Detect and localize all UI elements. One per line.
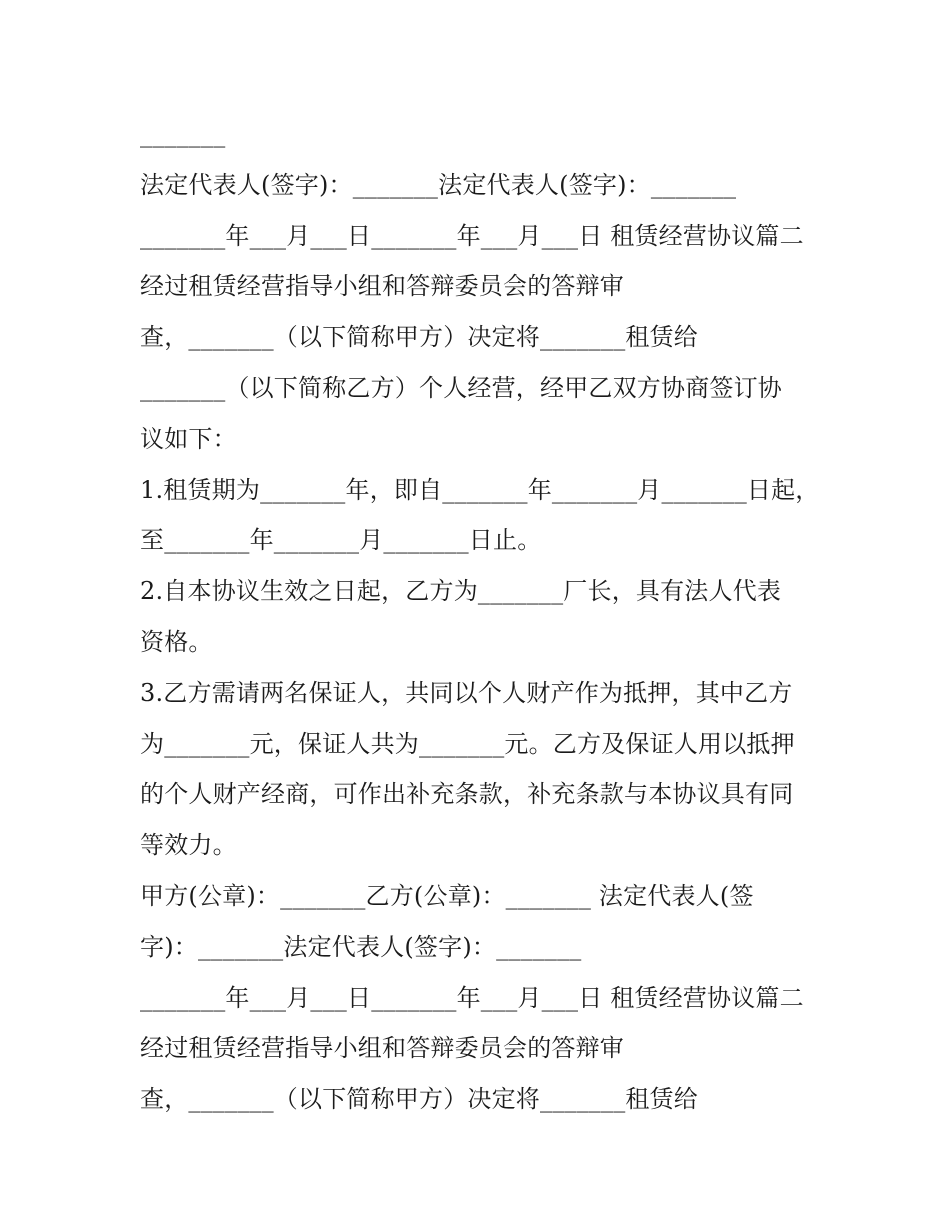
text-line: 等效力。	[140, 831, 237, 860]
text-line: 经过租赁经营指导小组和答辩委员会的答辩审	[140, 272, 624, 301]
text-line: 字)：_______法定代表人(签字)：_______	[140, 932, 582, 961]
text-line: 议如下：	[140, 424, 237, 453]
text-line: 至_______年_______月_______日止。	[140, 526, 542, 555]
text-line: 查，_______（以下简称甲方）决定将_______租赁给	[140, 323, 698, 352]
text-line: 经过租赁经营指导小组和答辩委员会的答辩审	[140, 1034, 624, 1063]
text-line: _______年___月___日_______年___月___日 租赁经营协议篇二	[140, 983, 804, 1012]
text-line: 为_______元，保证人共为_______元。乙方及保证人用以抵押	[140, 729, 795, 758]
text-line: 法定代表人(签字)：_______法定代表人(签字)：_______	[140, 170, 737, 199]
document-body	[140, 109, 820, 1125]
text-line: 甲方(公章)：_______乙方(公章)：_______ 法定代表人(签	[140, 881, 754, 910]
text-line: _______（以下简称乙方）个人经营，经甲乙双方协商签订协	[140, 373, 782, 402]
text-line: 2.自本协议生效之日起，乙方为_______厂长，具有法人代表	[140, 577, 782, 606]
text-line: _______	[140, 120, 226, 148]
text-line: 的个人财产经商，可作出补充条款，补充条款与本协议具有同	[140, 780, 794, 809]
text-line: 资格。	[140, 627, 213, 656]
text-line: _______年___月___日_______年___月___日 租赁经营协议篇二	[140, 221, 804, 250]
text-line: 1.租赁期为_______年，即自_______年_______月_______日起，	[140, 475, 820, 504]
text-line: 查，_______（以下简称甲方）决定将_______租赁给	[140, 1085, 698, 1114]
text-line: 3.乙方需请两名保证人，共同以个人财产作为抵押，其中乙方	[140, 678, 793, 707]
